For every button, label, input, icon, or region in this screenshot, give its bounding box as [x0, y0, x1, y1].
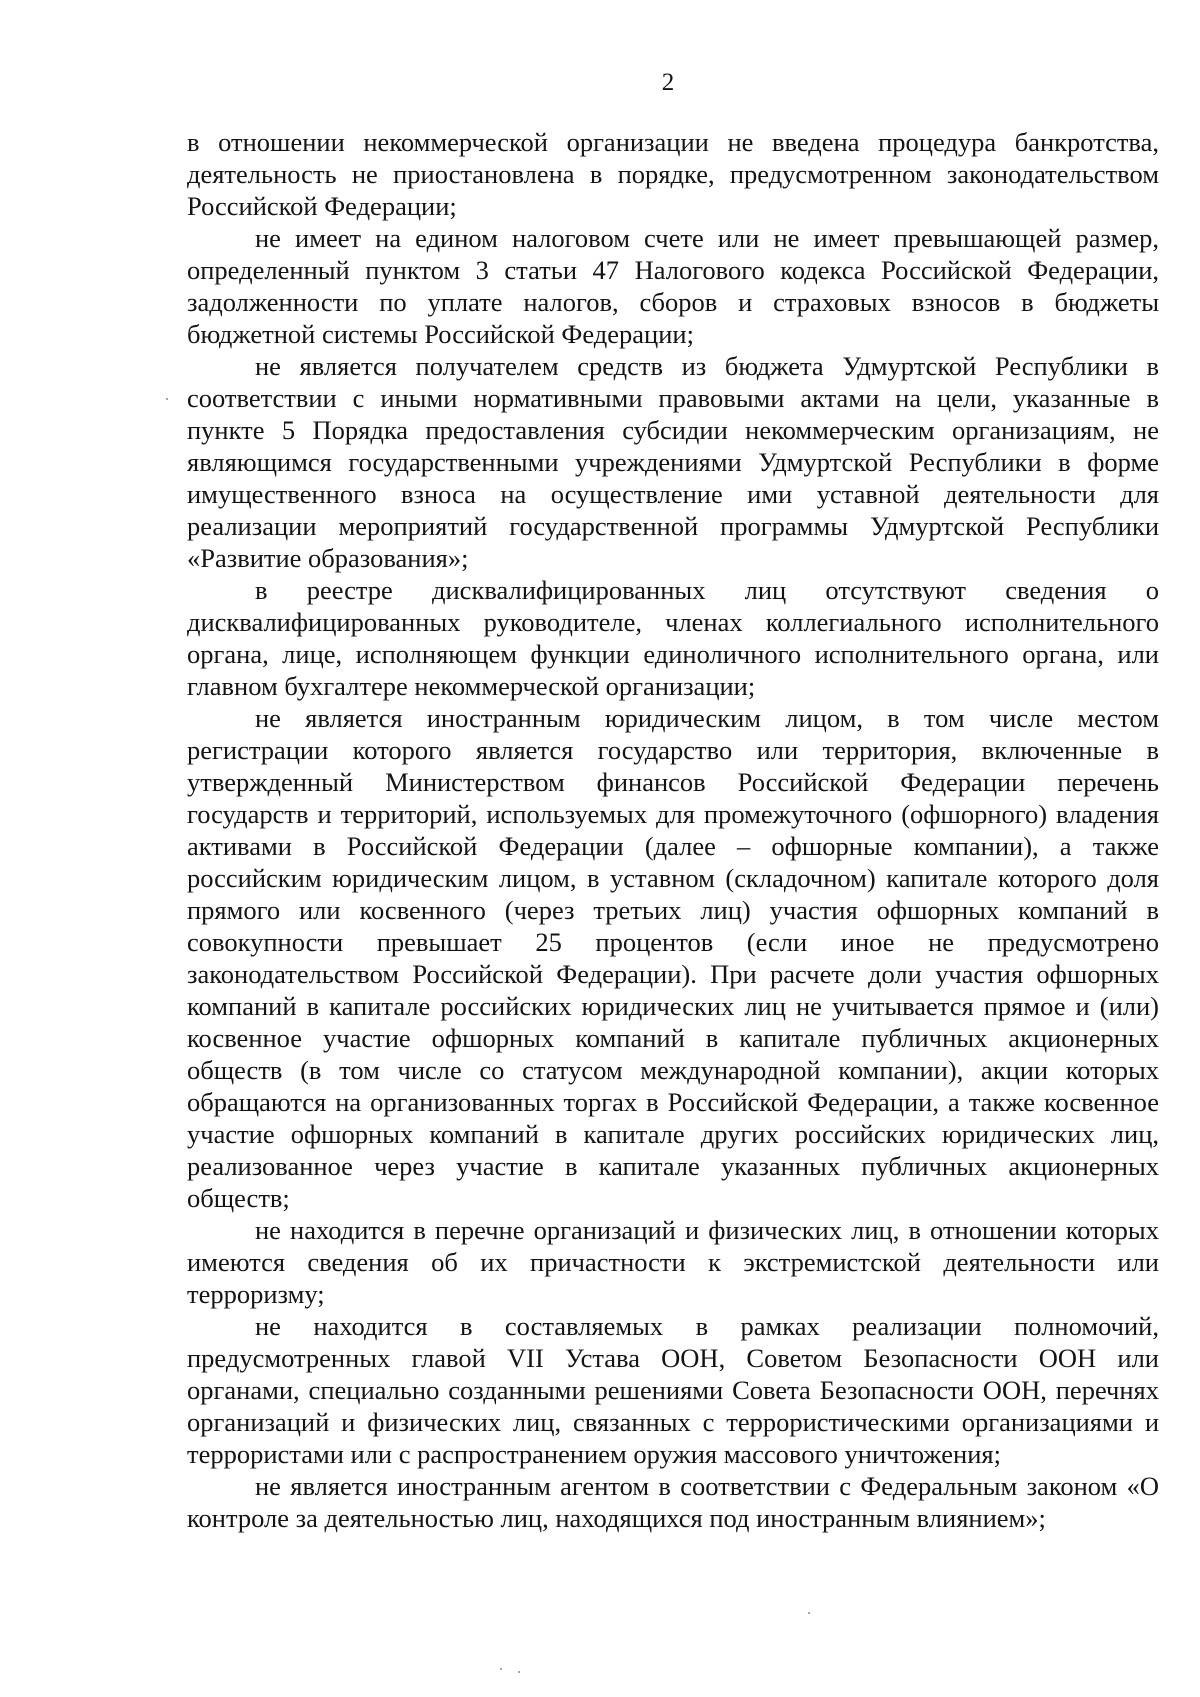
- page-number: 2: [661, 69, 675, 96]
- paragraph-disqualified-registry: в реестре дисквалифицированных лиц отсутствуют сведения о дисквалифицированных руководителе, членах коллегиального исполнительного органа, лице, исполняющем функции единоличного исполнительного органа, или главном бухгалтере некоммерческой организации;: [187, 575, 1159, 701]
- paragraph-foreign-agent: не является иностранным агентом в соответствии с Федеральным законом «О контроле за деятельностью лиц, находящихся под иностранным влиянием»;: [187, 1471, 1159, 1533]
- document-body: [187, 126, 1159, 1534]
- paragraph-extremism: не находится в перечне организаций и физических лиц, в отношении которых имеются сведения об их причастности к экстремистской деятельности или терроризму;: [187, 1215, 1159, 1309]
- paragraph-offshore: не является иностранным юридическим лицом, в том числе местом регистрации которого является государство или территория, включенные в утвержденный Министерством финансов Российской Федерации перечень государств и территорий, используемых для промежуточного (офшорного) владения активами в Российской Федерации (далее – офшорные компании), а также российским юридическим лицом, в уставном (складочном) капитале которого доля прямого или косвенного (через третьих лиц) участия офшорных компаний в совокупности превышает 25 процентов (если иное не предусмотрено законодательством Российской Федерации). При расчете доли участия офшорных компаний в капитале российских юридических лиц не учитывается прямое и (или) косвенное участие офшорных компаний в капитале публичных акционерных обществ (в том числе со статусом международной компании), акции которых обращаются на организованных торгах в Российской Федерации, а также косвенное участие офшорных компаний в капитале других российских юридических лиц, реализованное через участие в капитале указанных публичных акционерных обществ;: [187, 703, 1159, 1213]
- paragraph-bankruptcy: в отношении некоммерческой организации не введена процедура банкротства, деятельность не приостановлена в порядке, предусмотренном законодательством Российской Федерации;: [187, 127, 1159, 221]
- scan-speck: [808, 1612, 810, 1614]
- scan-speck: [166, 398, 168, 400]
- scan-speck: [500, 1668, 502, 1670]
- paragraph-budget-funds: не является получателем средств из бюджета Удмуртской Республики в соответствии с иными нормативными правовыми актами на цели, указанные в пункте 5 Порядка предоставления субсидии некоммерческим организациям, не являющимся государственными учреждениями Удмуртской Республики в форме имущественного взноса на осуществление ими уставной деятельности для реализации мероприятий государственной программы Удмуртской Республики «Развитие образования»;: [187, 351, 1159, 573]
- paragraph-tax-debt: не имеет на едином налоговом счете или не имеет превышающей размер, определенный пунктом 3 статьи 47 Налогового кодекса Российской Федерации, задолженности по уплате налогов, сборов и страховых взносов в бюджеты бюджетной системы Российской Федерации;: [187, 223, 1159, 349]
- paragraph-un-lists: не находится в составляемых в рамках реализации полномочий, предусмотренных главой VII Устава ООН, Советом Безопасности ООН или органами, специально созданными решениями Совета Безопасности ООН, перечнях организаций и физических лиц, связанных с террористическими организациями и террористами или с распространением оружия массового уничтожения;: [187, 1311, 1159, 1469]
- scan-speck: [518, 1671, 520, 1673]
